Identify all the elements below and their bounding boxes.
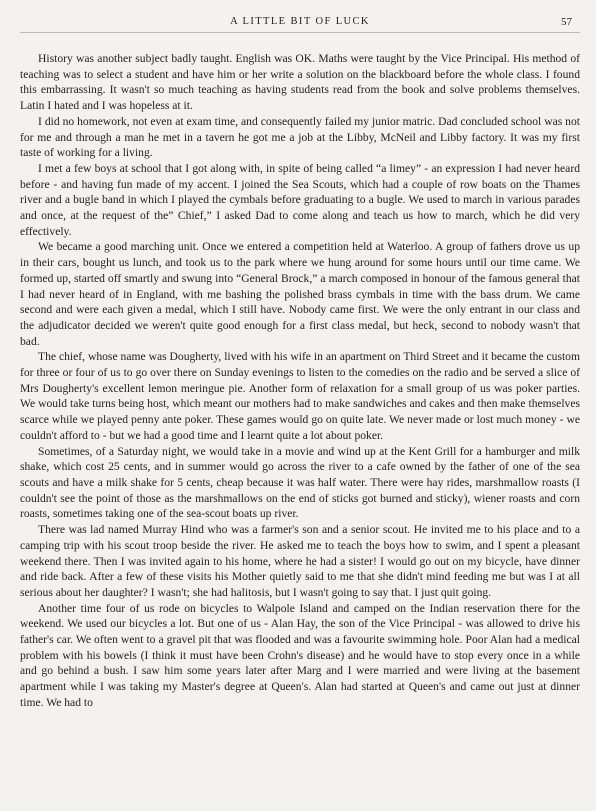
paragraph-8: Another time four of us rode on bicycles to Walpole Island and camped on the Indian reservation there for the weekend. We used our bicycles a lot. But one of us - Alan Hay, the son of the Vice Principal - was allowed to drive his father's car. We often went to a gravel pit that was flooded and was a favourite swimming hole. Poor Alan had a medical problem with his bowels (I think it must have been Crohn's disease) and he would have to stop every once in a while and go behind a bush. I saw him some years later after Marg and I were married and were living at the basement apartment while I was taking my Master's degree at Queen's. Alan had started at Queen's and came out just at dinner time. We had to <box>20 601 580 709</box>
running-title: A LITTLE BIT OF LUCK <box>230 16 370 27</box>
paragraph-2: I did no homework, not even at exam time, and consequently failed my junior matric. Dad concluded school was not for me and through a man he met in a tavern he got me a job at the Libby, McNeil and Libby factory. It was my first taste of working for a living. <box>20 114 580 160</box>
paragraph-4: We became a good marching unit. Once we entered a competition held at Waterloo. A group of fathers drove us up in their cars, bought us lunch, and took us to the park where we hung around for some hours until our time came. We formed up, started off smartly and swung into “General Brock,” a march composed in honour of the famous general that I had never heard of in England, with me bashing the polished brass cymbals in time with the bass drum. We came second and were each given a medal, which I still have. Nobody came first. We were the only entrant in our class and the adjudicator decided we weren't quite good enough for a first class medal, but heck, second to nobody wasn't that bad. <box>20 240 580 348</box>
body-text <box>20 51 580 711</box>
paragraph-3: I met a few boys at school that I got along with, in spite of being called “a limey” - an expression I had never heard before - and having fun made of my accent. I joined the Sea Scouts, which had a couple of row boats on the Thames river and a bugle band in which I played the cymbals before graduating to a bugle. We used to march in various parades and once, at the request of the” Chief,” I asked Dad to come along and teach us how to march, which he did very effectively. <box>20 161 580 238</box>
paragraph-5: The chief, whose name was Dougherty, lived with his wife in an apartment on Third Street and it became the custom for three or four of us to go over there on Sunday evenings to listen to the comedies on the radio and be served a slice of Mrs Dougherty's excellent lemon meringue pie. Another form of relaxation for a small group of us was poker parties. We would take turns being host, which meant our mothers had to make sandwiches and cakes and then make themselves scarce while we played penny ante poker. These games would go on quite late. We never made or lost much money - we couldn't afford to - but we had a good time and I learnt quite a lot about poker. <box>20 350 580 442</box>
paragraph-7: There was lad named Murray Hind who was a farmer's son and a senior scout. He invited me to his place and to a camping trip with his scout troop beside the river. He asked me to teach the boys how to swim, and I spent a pleasant weekend there. Then I was invited again to his home, where he had a sister! I would go out on my bicycle, have dinner and ride back. After a few of these visits his Mother quietly said to me that she didn't mind feeding me but was I at all serious about her daughter? I wasn't; she had halitosis, but I wasn't going to say that. I just quit going. <box>20 523 580 599</box>
page-number: 57 <box>561 16 572 28</box>
paragraph-1: History was another subject badly taught. English was OK. Maths were taught by the Vice Principal. His method of teaching was to select a student and have him or her write a solution on the blackboard before the whole class. I found this embarrassing. It wasn't so much teaching as having students read from the book and solve problems themselves. Latin I hated and I was hopeless at it. <box>20 52 580 113</box>
page-header <box>20 10 580 33</box>
paragraph-6: Sometimes, of a Saturday night, we would take in a movie and wind up at the Kent Grill for a hamburger and milk shake, which cost 25 cents, and in summer would go across the river to a cafe owned by the father of one of the sea scouts and have a milk shake for 5 cents, cheap because it was half water. There were hay rides, marshmallow roasts (I couldn't see the point of those as the marshmallows on the end of sticks got burned and sticky), wiener roasts and corn roasts, sometimes taking one of the sea-scout boats up river. <box>20 444 580 521</box>
